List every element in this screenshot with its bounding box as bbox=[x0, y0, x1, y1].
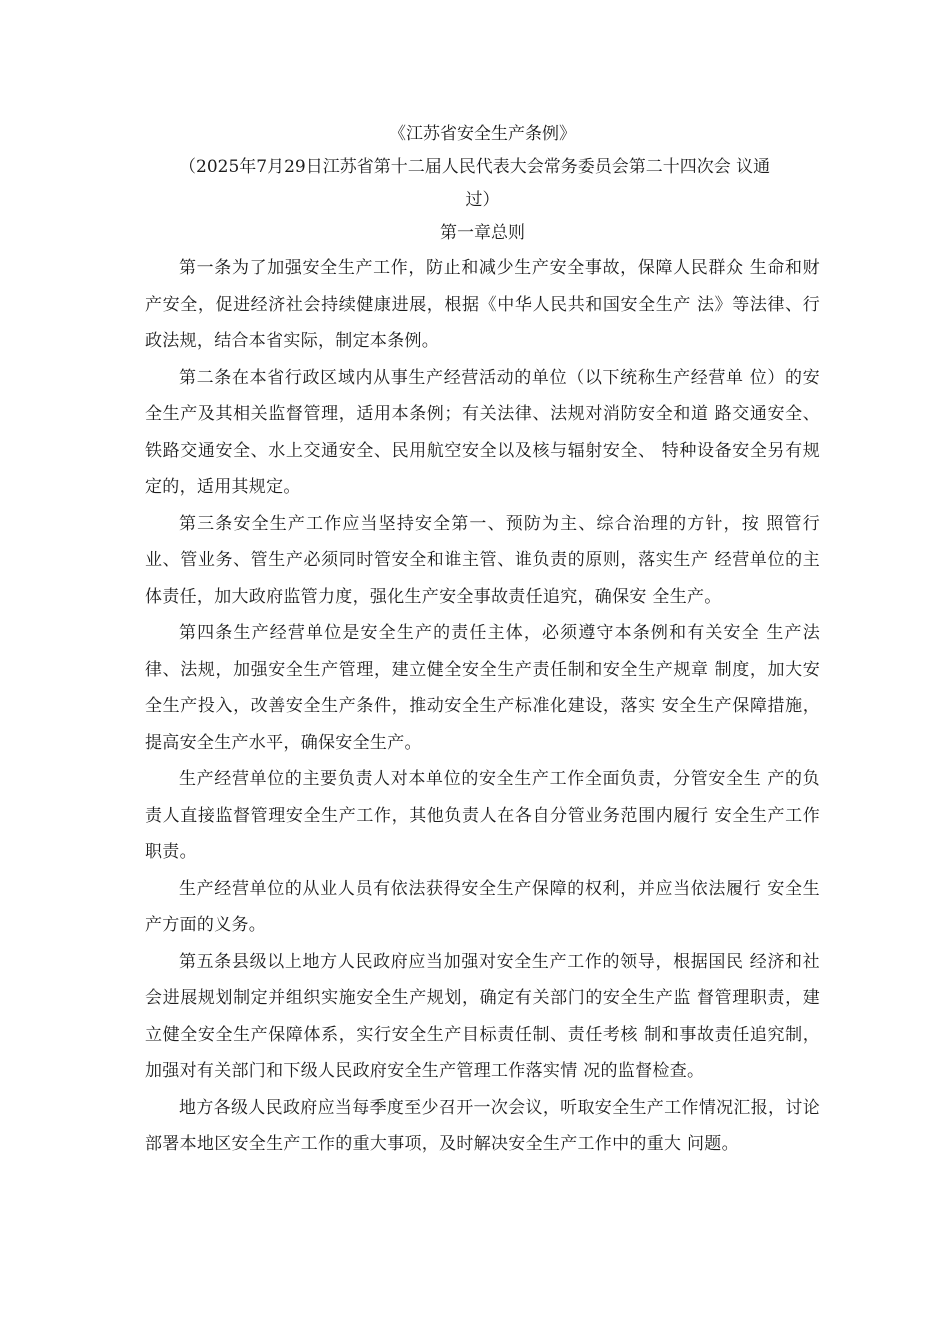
article-4-paragraph: 第四条生产经营单位是安全生产的责任主体，必须遵守本条例和有关安全 生产法律、法规，加强安全生产管理，建立健全安全生产责任制和安全生产规章 制度，加大安全生产投入，改善安全生产条件，推动安全生产标准化建设，落实 安全生产保障措施，提高安全生产水平，确保安全生产。 bbox=[145, 623, 820, 753]
article-2-paragraph: 第二条在本省行政区域内从事生产经营活动的单位（以下统称生产经营单 位）的安全生产及其相关监督管理，适用本条例；有关法律、法规对消防安全和道 路交通安全、铁路交通安全、水上交通安全、民用航空安全以及核与辐射安全、 特种设备安全另有规定的，适用其规定。 bbox=[145, 367, 820, 497]
document-page bbox=[145, 118, 820, 1163]
document-title: 《江苏省安全生产条例》 bbox=[389, 124, 576, 144]
document-subtitle-tail: 过） bbox=[465, 190, 500, 210]
document-subtitle: （2025年7月29日江苏省第十二届人民代表大会常务委员会第二十四次会 议通 bbox=[179, 157, 771, 177]
article-5-paragraph: 第五条县级以上地方人民政府应当加强对安全生产工作的领导，根据国民 经济和社会进展规划制定并组织实施安全生产规划，确定有关部门的安全生产监 督管理职责，建立健全安全生产保障体系，实行安全生产目标责任制、责任考核 制和事故责任追究制，加强对有关部门和下级人民政府安全生产管理工作落实情 况的监督检查。 bbox=[145, 951, 820, 1081]
chapter-heading: 第一章总则 bbox=[440, 223, 525, 243]
article-3-paragraph: 第三条安全生产工作应当坚持安全第一、预防为主、综合治理的方针，按 照管行业、管业务、管生产必须同时管安全和谁主管、谁负责的原则，落实生产 经营单位的主体责任，加大政府监管力度，强化生产安全事故责任追究，确保安 全生产。 bbox=[145, 513, 820, 607]
article-4-clause-3-paragraph: 生产经营单位的从业人员有依法获得安全生产保障的权利，并应当依法履行 安全生产方面的义务。 bbox=[145, 878, 820, 935]
article-4-clause-2-paragraph: 生产经营单位的主要负责人对本单位的安全生产工作全面负责，分管安全生 产的负责人直接监督管理安全生产工作，其他负责人在各自分管业务范围内履行 安全生产工作职责。 bbox=[145, 769, 820, 862]
article-1-paragraph: 第一条为了加强安全生产工作，防止和减少生产安全事故，保障人民群众 生命和财产安全，促进经济社会持续健康进展，根据《中华人民共和国安全生产 法》等法律、行政法规，结合本省实际，制定本条例。 bbox=[145, 258, 820, 351]
article-5-clause-2-paragraph: 地方各级人民政府应当每季度至少召开一次会议，听取安全生产工作情况汇报，讨论部署本地区安全生产工作的重大事项，及时解决安全生产工作中的重大 问题。 bbox=[145, 1097, 820, 1154]
